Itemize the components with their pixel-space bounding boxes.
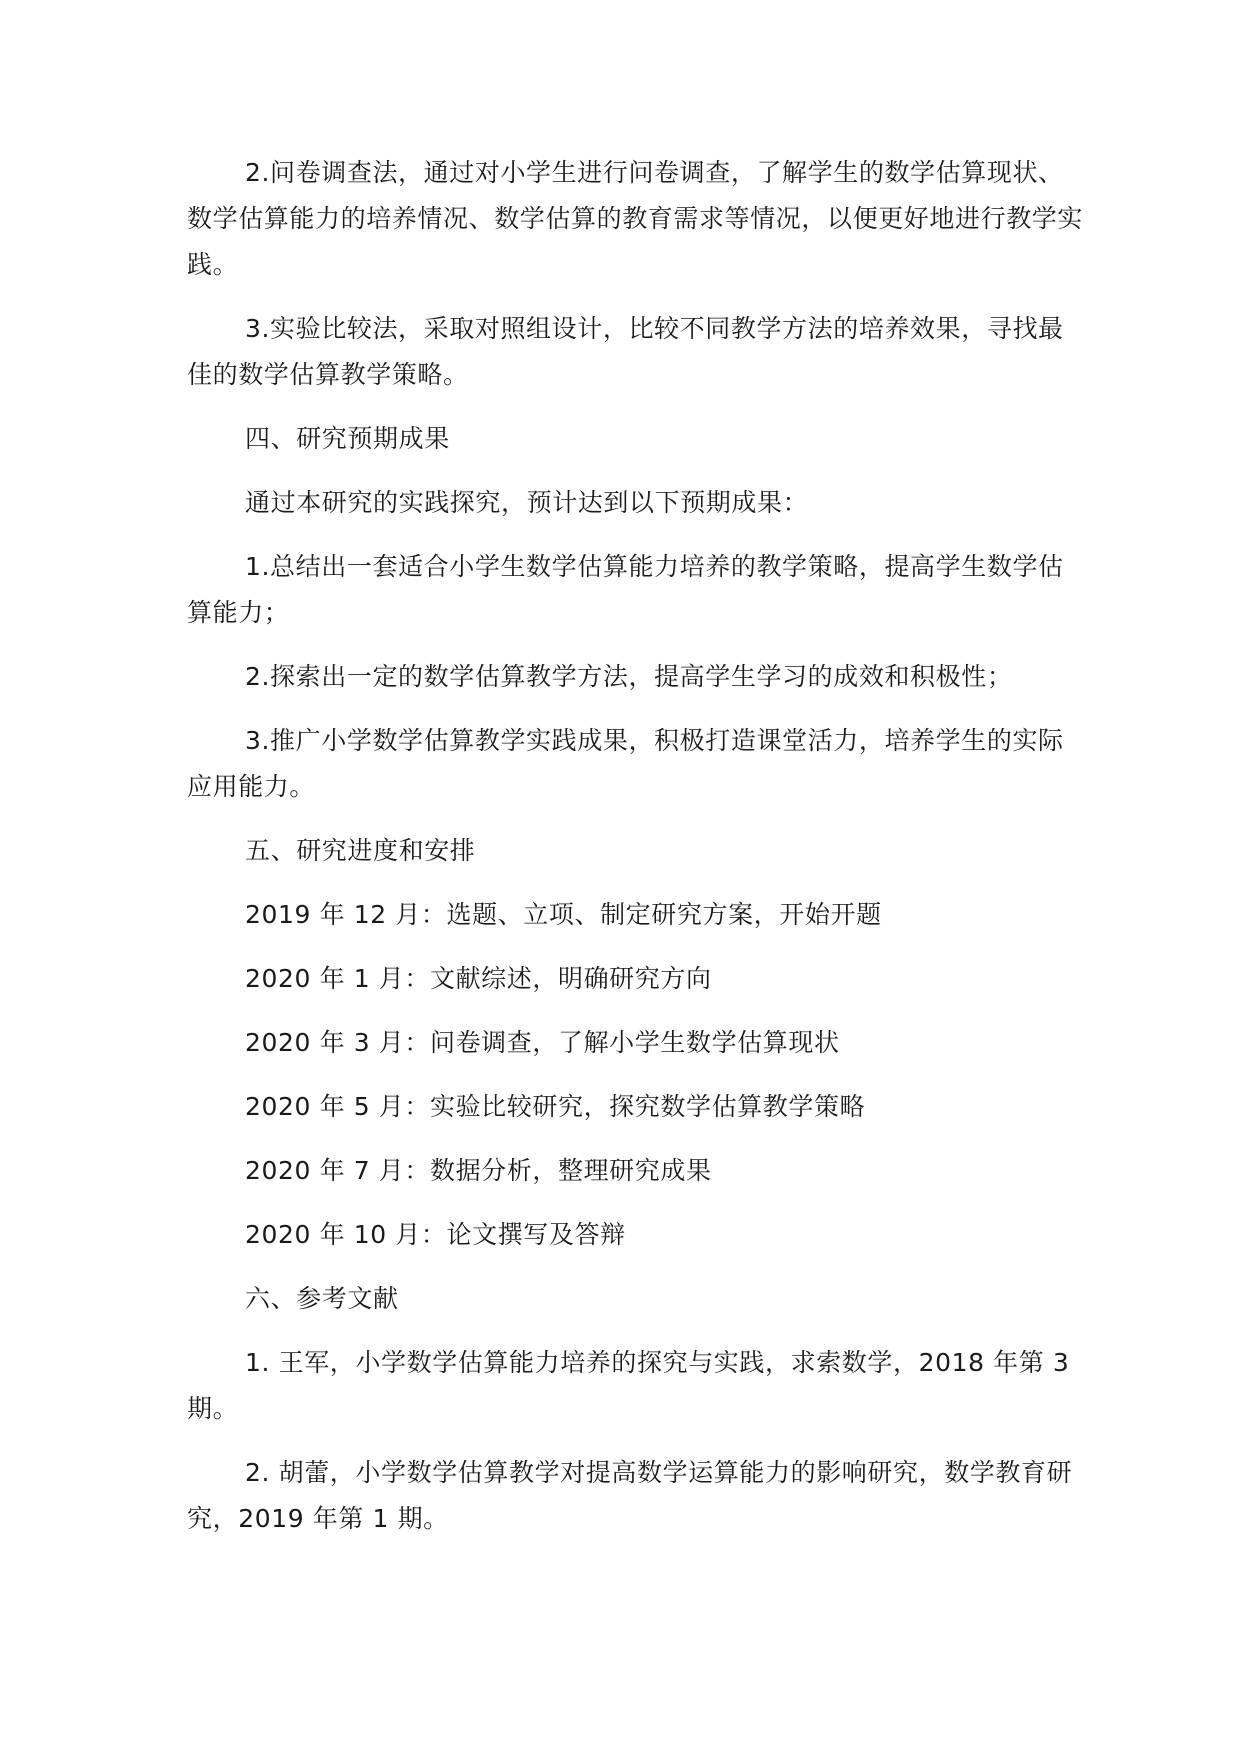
schedule-item: 2020 年 3 月：问卷调查，了解小学生数学估算现状 [245, 1028, 840, 1057]
schedule-item: 2019 年 12 月：选题、立项、制定研究方案，开始开题 [245, 900, 882, 929]
schedule-item: 2020 年 1 月：文献综述，明确研究方向 [245, 964, 712, 993]
paragraph-expected-result-1: 1.总结出一套适合小学生数学估算能力培养的教学策略，提高学生数学估算能力； [187, 552, 1064, 627]
paragraph-expected-results-intro: 通过本研究的实践探究，预计达到以下预期成果： [245, 488, 809, 517]
reference-item: 2. 胡蕾，小学数学估算教学对提高数学运算能力的影响研究，数学教育研究，2019 年第 1 期。 [187, 1458, 1073, 1533]
section-heading-expected-results: 四、研究预期成果 [245, 424, 450, 453]
section-heading-schedule: 五、研究进度和安排 [245, 836, 476, 865]
paragraph-expected-result-3: 3.推广小学数学估算教学实践成果，积极打造课堂活力，培养学生的实际应用能力。 [187, 726, 1064, 801]
schedule-item: 2020 年 10 月：论文撰写及答辩 [245, 1220, 626, 1249]
schedule-item: 2020 年 7 月：数据分析，整理研究成果 [245, 1156, 712, 1185]
reference-item: 1. 王军，小学数学估算能力培养的探究与实践，求索数学，2018 年第 3 期。 [187, 1348, 1070, 1423]
schedule-item: 2020 年 5 月：实验比较研究，探究数学估算教学策略 [245, 1092, 866, 1121]
paragraph-experiment-method: 3.实验比较法，采取对照组设计，比较不同教学方法的培养效果，寻找最佳的数学估算教学策略。 [187, 314, 1064, 389]
section-heading-references: 六、参考文献 [245, 1284, 399, 1313]
document-body [187, 150, 1087, 1542]
paragraph-survey-method: 2.问卷调查法，通过对小学生进行问卷调查，了解学生的数学估算现状、数学估算能力的培养情况、数学估算的教育需求等情况，以便更好地进行教学实践。 [187, 158, 1084, 279]
paragraph-expected-result-2: 2.探索出一定的数学估算教学方法，提高学生学习的成效和积极性； [245, 662, 1013, 691]
